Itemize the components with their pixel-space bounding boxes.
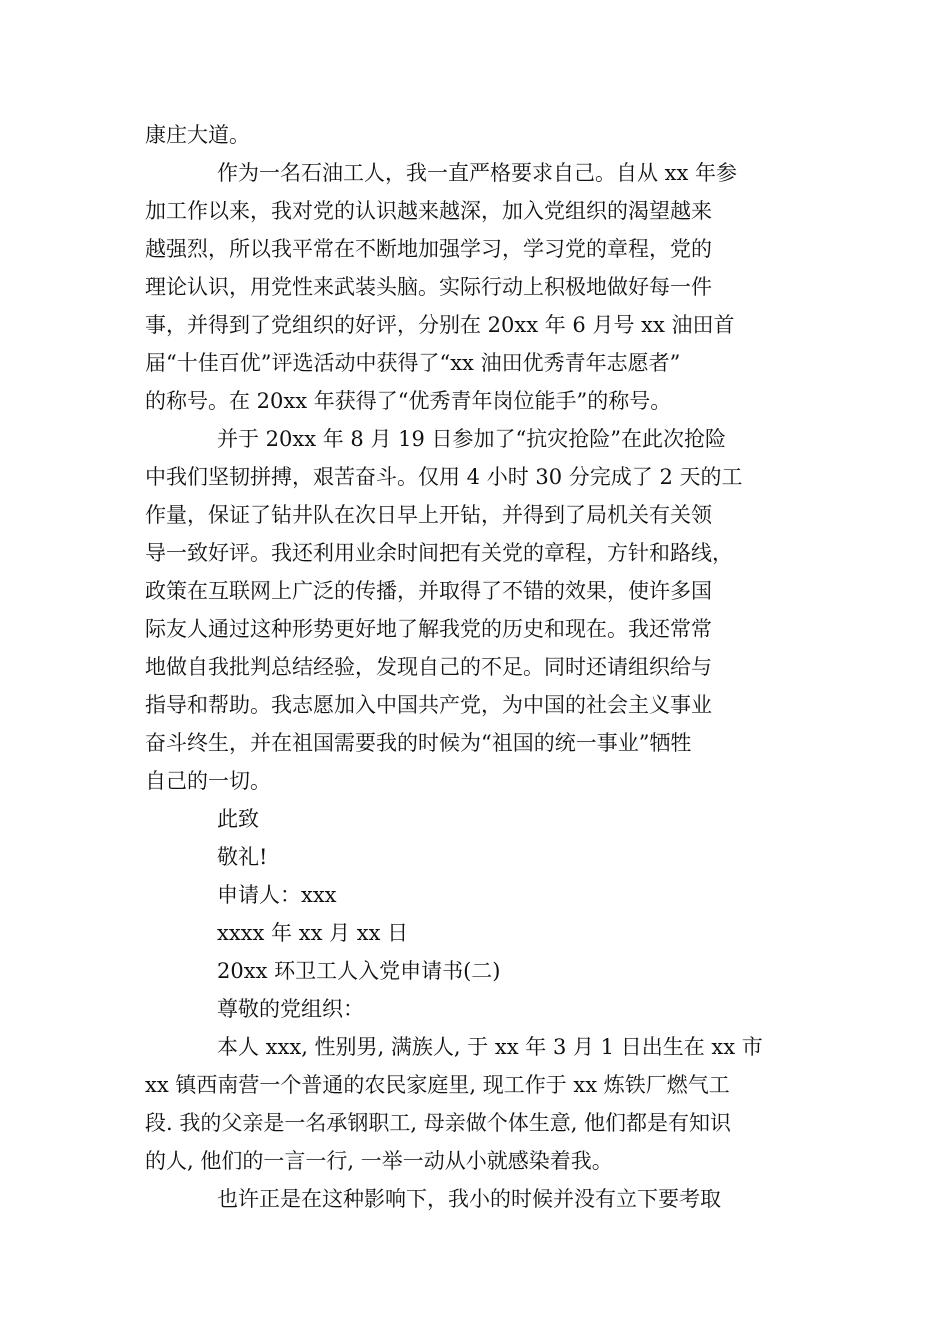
text-line-27: 段. 我的父亲是一名承钢职工, 母亲做个体生意, 他们都是有知识	[145, 1111, 732, 1135]
text-line-6: 事，并得到了党组织的好评，分别在 20xx 年 6 月号 xx 油田首	[145, 313, 735, 337]
date-line: xxxx 年 xx 月 xx 日	[217, 921, 409, 945]
text-line-18: 自己的一切。	[145, 769, 271, 793]
text-line-4: 越强烈，所以我平常在不断地加强学习，学习党的章程，党的	[145, 237, 712, 261]
document-title: 20xx 环卫工人入党申请书(二)	[217, 959, 501, 983]
closing-greeting: 此致	[217, 807, 259, 831]
text-line-13: 政策在互联网上广泛的传播，并取得了不错的效果，使许多国	[145, 579, 712, 603]
text-line-3: 加工作以来，我对党的认识越来越深，加入党组织的渴望越来	[145, 199, 712, 223]
text-line-17: 奋斗终生，并在祖国需要我的时候为“祖国的统一事业”牺牲	[145, 731, 692, 755]
text-line-12: 导一致好评。我还利用业余时间把有关党的章程，方针和路线，	[145, 541, 733, 565]
text-line-5: 理论认识，用党性来武装头脑。实际行动上积极地做好每一件	[145, 275, 712, 299]
text-line-9: 并于 20xx 年 8 月 19 日参加了“抗灾抢险”在此次抢险	[217, 427, 727, 451]
closing-salutation: 敬礼!	[217, 845, 268, 869]
text-line-15: 地做自我批判总结经验，发现自己的不足。同时还请组织给与	[145, 655, 712, 679]
text-line-10: 中我们坚韧拼搏，艰苦奋斗。仅用 4 小时 30 分完成了 2 天的工	[145, 465, 743, 489]
text-line-25: 本人 xxx, 性别男, 满族人, 于 xx 年 3 月 1 日出生在 xx 市	[217, 1035, 763, 1059]
text-line-28: 的人, 他们的一言一行, 一举一动从小就感染着我。	[145, 1149, 613, 1173]
text-line-16: 指导和帮助。我志愿加入中国共产党，为中国的社会主义事业	[145, 693, 712, 717]
text-line-11: 作量，保证了钻井队在次日早上开钻，并得到了局机关有关领	[145, 503, 712, 527]
text-line-26: xx 镇西南营一个普通的农民家庭里, 现工作于 xx 炼铁厂燃气工	[145, 1073, 730, 1097]
document-text	[145, 116, 810, 1218]
text-line-29: 也许正是在这种影响下，我小的时候并没有立下要考取	[217, 1187, 721, 1211]
text-line-1: 康庄大道。	[145, 123, 250, 147]
text-line-7: 届“十佳百优”评选活动中获得了“xx 油田优秀青年志愿者”	[145, 351, 681, 375]
text-line-8: 的称号。在 20xx 年获得了“优秀青年岗位能手”的称号。	[145, 389, 672, 413]
salutation: 尊敬的党组织：	[217, 997, 364, 1021]
text-line-2: 作为一名石油工人，我一直严格要求自己。自从 xx 年参	[217, 161, 738, 185]
applicant-line: 申请人：xxx	[217, 883, 337, 907]
text-line-14: 际友人通过这种形势更好地了解我党的历史和现在。我还常常	[145, 617, 712, 641]
